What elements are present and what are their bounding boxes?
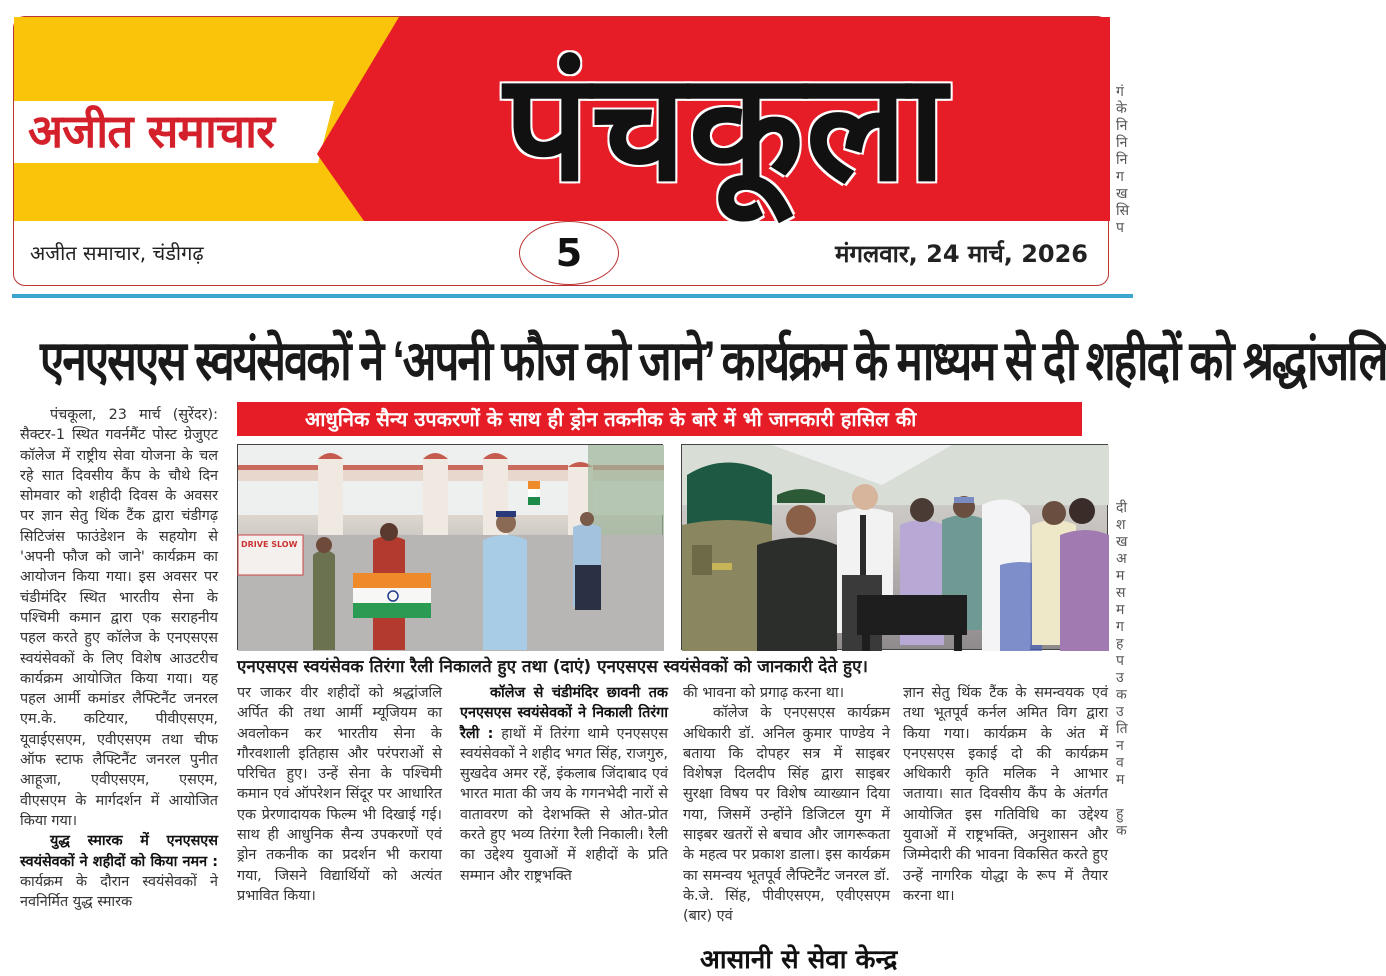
adjacent-column-line: ख (1116, 534, 1128, 550)
adjacent-column-line: ग (1116, 619, 1124, 635)
army-briefing-photo (681, 444, 1108, 650)
article-column-2 (237, 683, 442, 906)
header-divider (12, 294, 1133, 298)
adjacent-column-line: नि (1116, 118, 1128, 134)
article-column-5 (903, 683, 1108, 906)
adjacent-column-line: ति (1116, 721, 1128, 737)
adjacent-column-line: उ (1116, 704, 1124, 720)
article-paragraph: पर जाकर वीर शहीदों को श्रद्धांजलि अर्पित की तथा आर्मी म्यूजियम का अवलोकन कर भारतीय सेना के गौरवशाली इतिहास और परंपराओं से परिचित हुए। उन्हें सेना के पश्चिमी कमान एवं ऑपरेशन सिंदूर पर आधारित एक प्रेरणादायक फिल्म भी दिखाई गई। साथ ही आधुनिक सैन्य उपकरणों एवं ड्रोन तकनीक का प्रदर्शन भी कराया गया, जिसने विद्यार्थियों को अत्यंत प्रभावित किया। (237, 685, 442, 904)
drive-slow-sign: DRIVE SLOW (241, 540, 298, 549)
adjacent-column-line: ह (1116, 636, 1124, 652)
adjacent-column-line: गं (1116, 84, 1124, 100)
article-subheadline: आधुनिक सैन्य उपकरणों के साथ ही ड्रोन तकनीक के बारे में भी जानकारी हासिल की (237, 402, 1082, 436)
adjacent-column-line: व (1116, 755, 1124, 771)
adjacent-column-line: ग (1116, 169, 1124, 185)
article-headline: एनएसएस स्वयंसेवकों ने ‘अपनी फौज को जाने’ कार्यक्रम के माध्यम से दी शहीदों को श्रद्धांजलि (40, 330, 1386, 392)
section-subheading: युद्ध स्मारक में एनएसएस स्वयंसेवकों ने शहीदों को किया नमन : (20, 833, 218, 870)
adjacent-column-line: दी (1116, 500, 1128, 516)
newspaper-logo: अजीत समाचार (28, 104, 274, 158)
article-column-3 (460, 683, 668, 886)
article-paragraph: की भावना को प्रगाढ़ करना था। (683, 685, 845, 701)
page-number: 5 (519, 221, 619, 285)
edition-label: अजीत समाचार, चंडीगढ़ (30, 241, 204, 265)
publication-date: मंगलवार, 24 मार्च, 2026 (835, 240, 1088, 268)
adjacent-column-line: नि (1116, 152, 1128, 168)
adjacent-column-line: म (1116, 602, 1125, 618)
adjacent-column-line: म (1116, 772, 1125, 788)
adjacent-column-line: प (1116, 653, 1124, 669)
rally-photo-illustration (238, 445, 664, 651)
tiranga-rally-photo (237, 444, 663, 650)
article-column-1 (20, 405, 218, 912)
briefing-photo-illustration (682, 445, 1109, 651)
dateline: पंचकूला, 23 मार्च (सुरेंदर): (50, 407, 218, 423)
article-paragraph: कॉलेज से चंडीमंदिर छावनी तक एनएसएस स्वयंसेवकों ने निकाली तिरंगा रैली : हाथों में तिरंगा थामे एनएसएस स्वयंसेवकों ने शहीद भगत सिंह, राजगुरु, सुखदेव अमर रहें, इंकलाब जिंदाबाद एवं भारत माता की जय के गगनभेदी नारों से वातावरण को देशभक्ति से ओत-प्रोत करते हुए भव्य तिरंगा रैली निकाली। रैली का उद्देश्य युवाओं में शहीदों के प्रति सम्मान और राष्ट्रभक्ति (460, 685, 668, 884)
article-paragraph: ज्ञान सेतु थिंक टैंक के समन्वयक एवं तथा भूतपूर्व कर्नल अमित विग द्वारा किया गया। कार्यक्रम के अंत में एनएसएस इकाई दो की कार्यक्रम अधिकारी कृति मलिक ने आभार जताया। सात दिवसीय कैंप के अंतर्गत आयोजित इस गतिविधि का उद्देश्य युवाओं में राष्ट्रभक्ति, अनुशासन और जिम्मेदारी की भावना विकसित करते हुए उन्हें नागरिक योद्धा के रूप में तैयार करना था। (903, 685, 1108, 904)
adjacent-column-line: श (1116, 517, 1126, 533)
adjacent-column-line: उ (1116, 670, 1124, 686)
adjacent-column-line: म (1116, 568, 1125, 584)
article-paragraph: युद्ध स्मारक में एनएसएस स्वयंसेवकों ने शहीदों को किया नमन : कार्यक्रम के दौरान स्वयंसेवकों ने नवनिर्मित युद्ध स्मारक (20, 833, 218, 911)
city-page-title: पंचकूला (504, 39, 949, 215)
next-headline-fragment: आसानी से सेवा केन्द्र (700, 945, 898, 975)
adjacent-column-line: प (1116, 220, 1124, 236)
adjacent-column-line (1116, 789, 1133, 806)
adjacent-column-top (1116, 84, 1133, 237)
adjacent-column-line: ख (1116, 186, 1128, 202)
article-column-4 (683, 683, 890, 927)
adjacent-column-line: क (1116, 823, 1127, 839)
article-paragraph: कॉलेज के एनएसएस कार्यक्रम अधिकारी डॉ. अनिल कुमार पाण्डेय ने बताया कि दोपहर सत्र में साइबर विशेषज्ञ दिलदीप सिंह द्वारा साइबर सुरक्षा विषय पर विशेष व्याख्यान दिया गया, जिसमें उन्होंने डिजिटल युग में साइबर खतरों से बचाव और जागरूकता के महत्व पर प्रकाश डाला। इस कार्यक्रम का समन्वय भूतपूर्व लैफ्टिनैंट जनरल डॉ. के.जे. सिंह, पीवीएसएम, एवीएसएम (बार) एवं (683, 705, 890, 925)
next-article-headline-cutoff (0, 944, 1133, 975)
adjacent-column-line: के (1116, 101, 1127, 117)
adjacent-column-middle (1116, 500, 1133, 840)
adjacent-column-line: सि (1116, 203, 1130, 219)
article-paragraph: पंचकूला, 23 मार्च (सुरेंदर): सैक्टर-1 स्थित गवर्नमैंट पोस्ट ग्रेजुएट कॉलेज में राष्ट्रीय सेवा योजना के चल रहे सात दिवसीय कैंप के चौथे दिन सोमवार को शहीदी दिवस के अवसर पर ज्ञान सेतु थिंक टैंक द्वारा चंडीगढ़ सिटिजंस फाउंडेशन के सहयोग से 'अपनी फौज को जाने' कार्यक्रम का आयोजन किया गया। इस अवसर पर चंडीमंदिर स्थित भारतीय सेना के पश्चिमी कमान द्वारा एक सराहनीय पहल करते हुए कॉलेज के एनएसएस स्वयंसेवकों के लिए विशेष आउटरीच कार्यक्रम आयोजित किया गया। यह पहल आर्मी कमांडर लैफ्टिनैंट जनरल एम.के. कटियार, पीवीएसएम, यूवाईएसएम, एवीएसएम तथा चीफ ऑफ स्टाफ लैफ्टिनैंट जनरल पुनीत आहूजा, एवीएसएम, एसएम, वीएसएम के मार्गदर्शन में आयोजित किया गया। (20, 407, 218, 829)
adjacent-column-line: क (1116, 687, 1127, 703)
photo-caption: एनएसएस स्वयंसेवक तिरंगा रैली निकालते हुए तथा (दाएं) एनएसएस स्वयंसेवकों को जानकारी देते हुए। (237, 657, 868, 677)
adjacent-column-line: न (1116, 738, 1124, 754)
section-subheading: कॉलेज से चंडीमंदिर छावनी तक एनएसएस स्वयंसेवकों ने निकाली तिरंगा रैली : (460, 685, 668, 742)
adjacent-column-line: अ (1116, 551, 1127, 567)
adjacent-column-line: स (1116, 585, 1126, 601)
adjacent-column-line: हु (1116, 806, 1124, 822)
masthead (13, 16, 1109, 286)
adjacent-column-line: नि (1116, 135, 1128, 151)
